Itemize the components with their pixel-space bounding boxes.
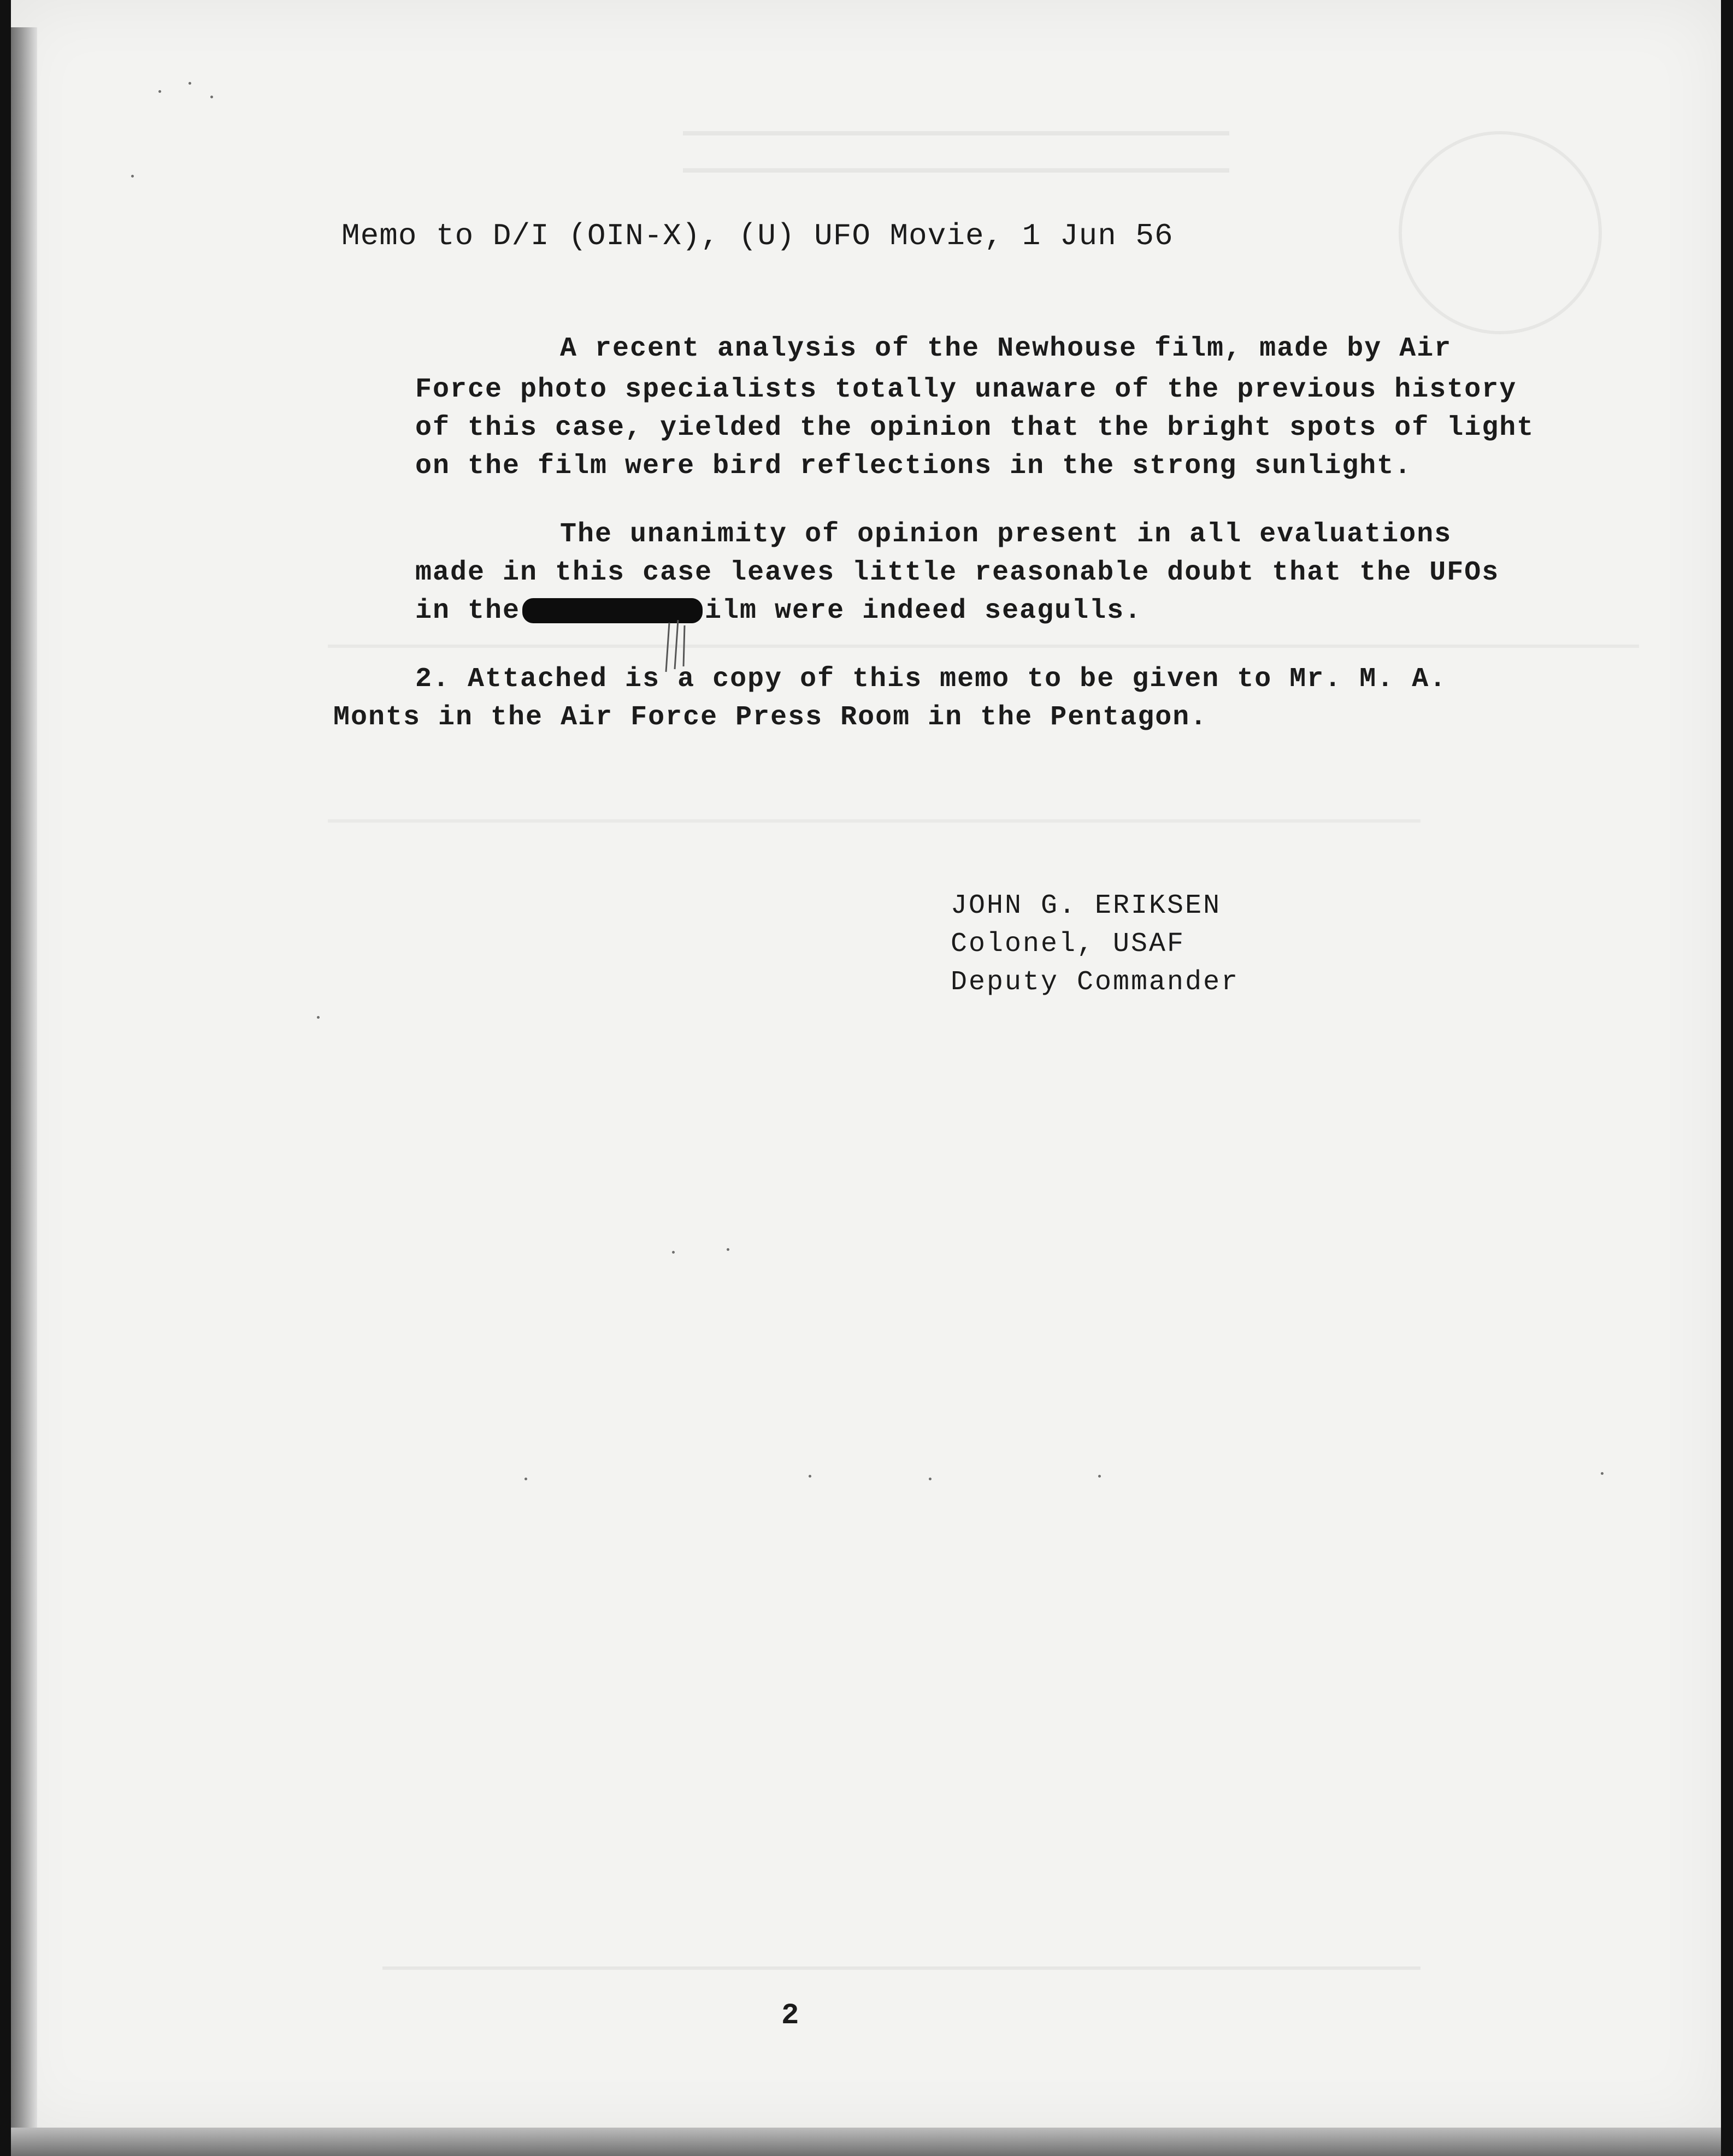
attachment-line-2: Monts in the Air Force Press Room in the Pentagon. xyxy=(333,702,1208,733)
dust-speck xyxy=(317,1016,320,1019)
signature-rank: Colonel, USAF xyxy=(951,929,1186,960)
unanimity-line-3 xyxy=(415,595,1142,627)
bleed-through-seal xyxy=(1399,131,1602,334)
dust-speck xyxy=(809,1475,811,1478)
unanimity-line-3-end: ilm were indeed seagulls. xyxy=(705,595,1142,627)
analysis-line-1: A recent analysis of the Newhouse film, made by Air xyxy=(560,333,1452,364)
bleed-through-text xyxy=(328,645,1639,659)
page-number: 2 xyxy=(781,1999,799,2033)
memo-header: Memo to D/I (OIN-X), (U) UFO Movie, 1 Jun 56 xyxy=(341,218,1174,253)
dust-speck xyxy=(727,1248,729,1251)
unanimity-line-3-start: in the xyxy=(415,595,521,627)
attachment-line-1: 2. Attached is a copy of this memo to be given to Mr. M. A. xyxy=(415,664,1447,695)
signature-name: JOHN G. ERIKSEN xyxy=(951,890,1222,922)
page-bottom-edge-shadow xyxy=(11,2128,1721,2156)
dust-speck xyxy=(131,175,134,178)
analysis-line-4: on the film were bird reflections in the strong sunlight. xyxy=(415,451,1412,482)
dust-speck xyxy=(188,82,191,85)
dust-speck xyxy=(929,1478,932,1480)
unanimity-line-2: made in this case leaves little reasonable doubt that the UFOs xyxy=(415,557,1500,588)
bleed-through-text xyxy=(683,131,1229,173)
analysis-line-2: Force photo specialists totally unaware of the previous history xyxy=(415,374,1517,405)
dust-speck xyxy=(158,90,161,93)
dust-speck xyxy=(210,96,213,98)
signature-title: Deputy Commander xyxy=(951,967,1240,998)
dust-speck xyxy=(524,1478,527,1480)
dust-speck xyxy=(1601,1472,1604,1475)
bleed-through-text xyxy=(382,1966,1420,1981)
dust-speck xyxy=(672,1251,675,1254)
page-left-edge-shadow xyxy=(11,27,37,2130)
unanimity-line-1: The unanimity of opinion present in all evaluations xyxy=(560,519,1452,550)
dust-speck xyxy=(1098,1475,1101,1478)
redaction-block xyxy=(522,598,703,623)
bleed-through-text xyxy=(328,819,1420,834)
analysis-line-3: of this case, yielded the opinion that the bright spots of light xyxy=(415,412,1535,444)
